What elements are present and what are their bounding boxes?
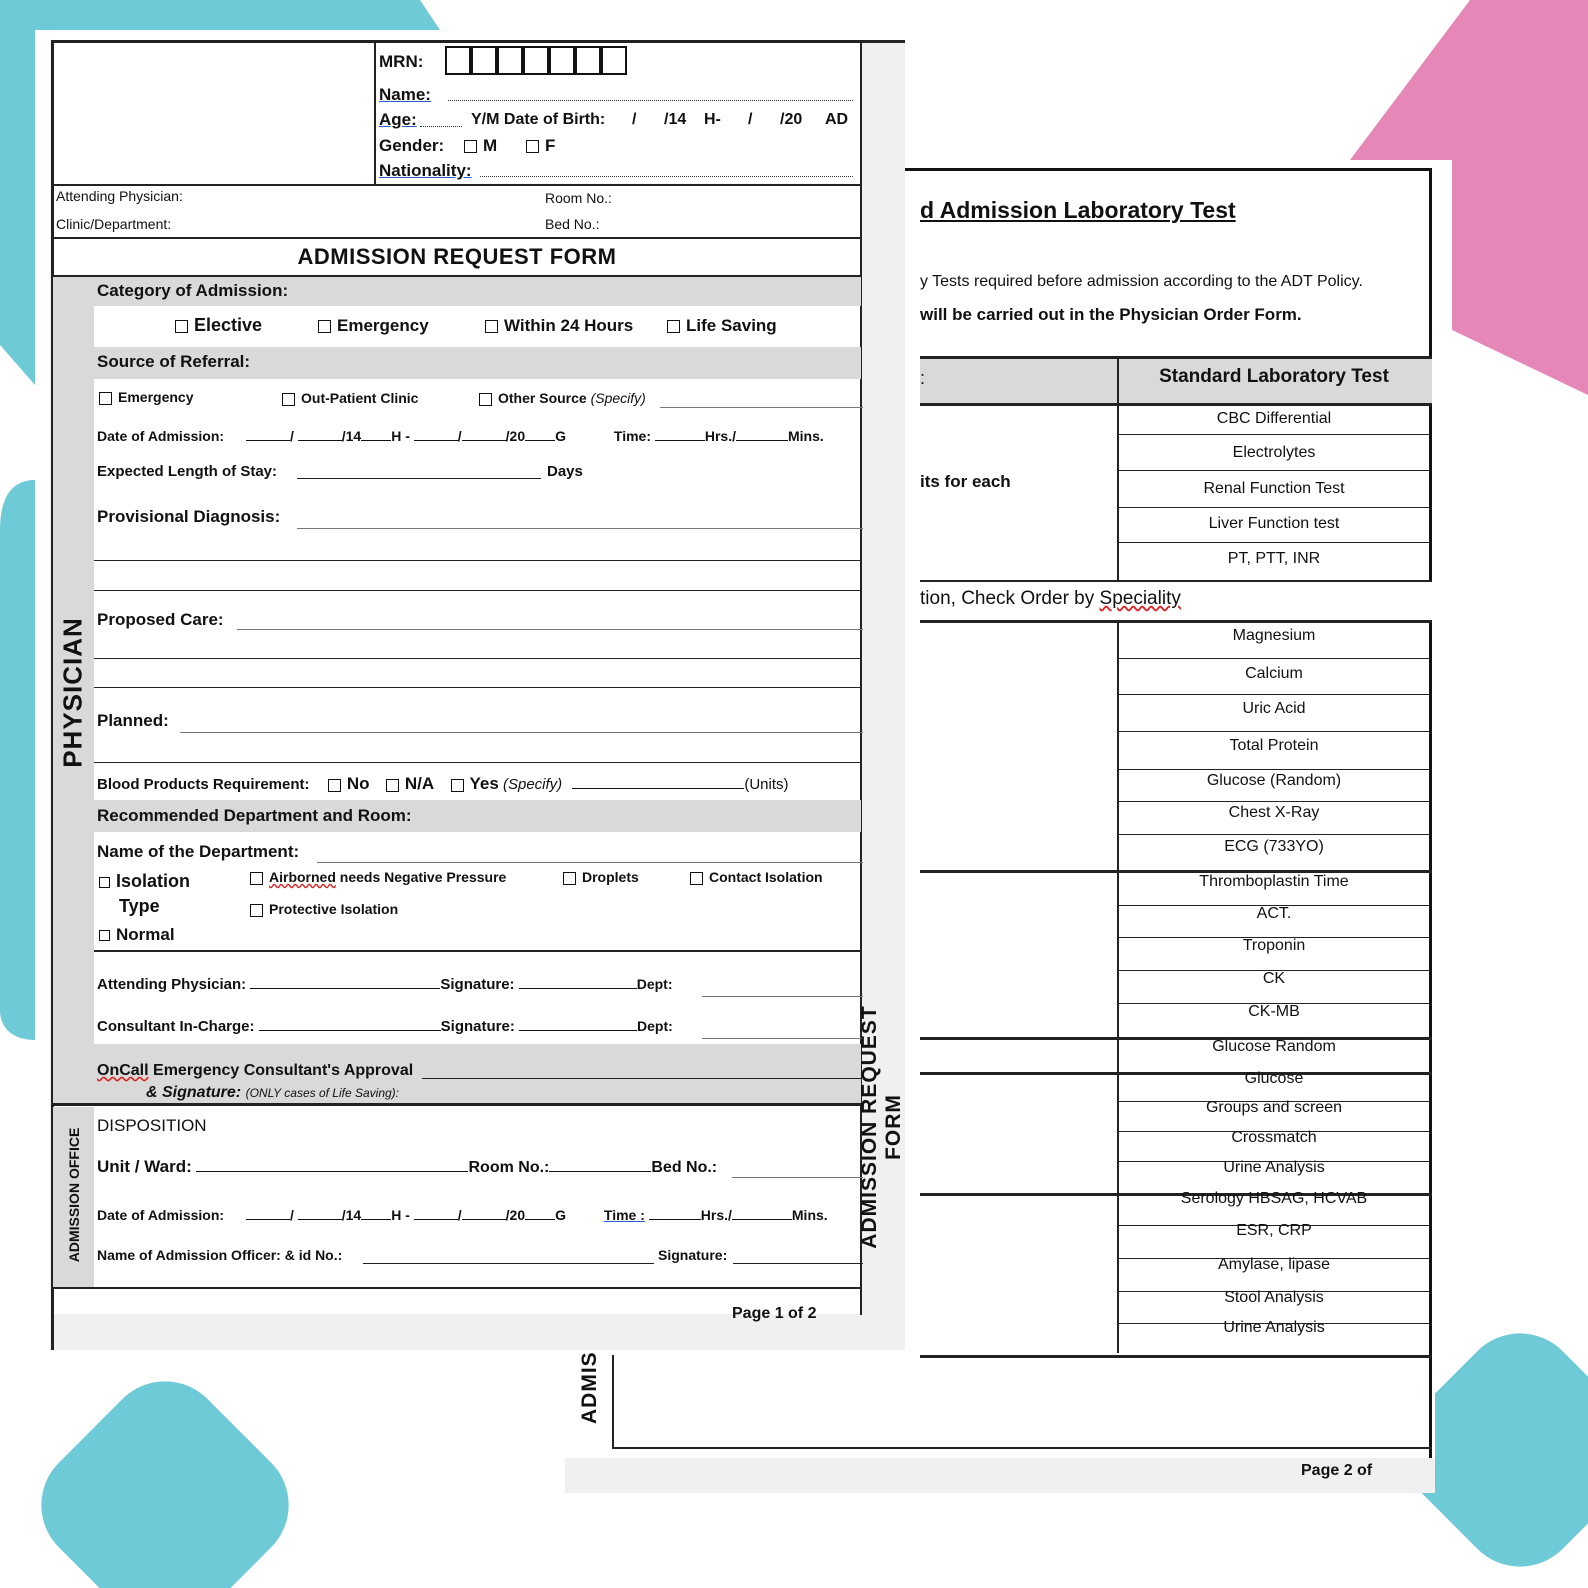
disp-date-20: /20 [505,1207,526,1223]
disp-time-label: Time : [603,1207,645,1223]
lab-test-cell: ESR, CRP [1236,1222,1312,1239]
gender-f-option[interactable] [526,136,555,156]
dob-greg-year: /20 [780,111,803,128]
lab-test-cell: CK-MB [1248,1003,1300,1020]
page2-page-number: Page 2 of [1301,1462,1373,1479]
lab-test-cell: Amylase, lipase [1217,1256,1331,1273]
admission-date-row [97,428,824,444]
within-24-label: Within 24 Hours [504,316,634,335]
oncall-line-1 [97,1062,413,1080]
form-title: ADMISSION REQUEST FORM [297,244,617,269]
unit-ward-label: Unit / Ward: [97,1157,192,1176]
gender-m-label: M [483,136,498,155]
referral-other-field[interactable] [660,407,863,408]
life-saving-checkbox[interactable] [667,320,680,333]
lab-test-cell: Urine Analysis [1223,1159,1325,1176]
dob-h: H- [704,111,721,128]
lab-row-line [1118,542,1430,543]
oncall-signature-label: & Signature: [146,1084,242,1101]
admission-date-label: Date of Admission: [97,428,225,444]
department-name-field[interactable] [317,862,863,863]
disp-date-slash-2: / [457,1207,462,1223]
title-top-line [53,237,861,239]
p1-top-border [52,40,905,43]
lab-test-cell: Electrolytes [1232,444,1316,461]
diagnosis-line-3[interactable] [94,590,861,591]
lab-row-line [1118,658,1430,659]
blood-yes-checkbox[interactable] [451,779,464,792]
length-of-stay-label: Expected Length of Stay: [97,463,278,480]
recommended-heading: Recommended Department and Room: [97,806,412,825]
disposition-date-row [97,1207,828,1223]
life-saving-label: Life Saving [686,316,777,335]
lab-test-cell: Total Protein [1229,737,1319,754]
length-of-stay-unit: Days [547,463,583,480]
lab-test-cell: CBC Differential [1216,410,1332,427]
age-label: Age: [379,110,417,129]
department-name-label: Name of the Department: [97,842,300,861]
referral-other-checkbox[interactable] [479,393,492,406]
mrn-box-4[interactable] [523,46,549,75]
proposed-care-line-2[interactable] [94,658,861,659]
date-h: H - [391,428,410,444]
admission-officer-field[interactable] [363,1263,654,1264]
lab-table-top [920,356,1432,359]
lab-row-line [1118,834,1430,835]
isolation-type-label: Type [119,896,160,916]
category-within-24-hours[interactable] [485,316,633,336]
dob-ad: AD [825,111,849,128]
lab-row-line [1118,769,1430,770]
dob-label: Y/M Date of Birth: [471,111,606,128]
nationality-field[interactable] [480,176,853,177]
page2-title: d Admission Laboratory Test [920,197,1236,223]
mrn-label: MRN: [379,52,424,71]
header-divider [374,40,376,185]
bed-no-label: Bed No.: [545,216,600,232]
referral-emergency[interactable] [99,389,193,405]
admission-officer-signature-label: Signature: [658,1247,728,1263]
oncall-word: OnCall [97,1062,149,1079]
lab-header-bottom [920,403,1432,406]
blood-units-field[interactable] [572,788,744,789]
contact-isolation-option[interactable] [690,869,823,885]
droplets-option[interactable] [563,869,639,885]
planned-field[interactable] [180,732,863,733]
attending-field[interactable] [250,988,440,989]
blood-label: Blood Products Requirement: [97,776,310,793]
speciality-row-bottom [920,620,1432,623]
referral-outpatient-label: Out-Patient Clinic [301,390,419,406]
lab-test-cell: Uric Acid [1242,700,1306,717]
diagnosis-field-line[interactable] [297,528,863,529]
date-slash: / [289,428,294,444]
lab-test-cell: Liver Function test [1208,515,1340,532]
oncall-line-2 [146,1084,399,1102]
page2-bottom-box-bottom [612,1447,1432,1449]
page2-line2: will be carried out in the Physician Order Form. [920,305,1302,324]
clinic-department-label: Clinic/Department: [56,216,172,232]
mrn-box-3[interactable] [497,46,523,75]
lab-row-line [1118,694,1430,695]
mrn-box-7[interactable] [601,46,627,75]
lab-test-cell: Thromboplastin Time [1199,873,1349,890]
lab-header-right: Standard Laboratory Test [1159,366,1389,387]
name-label: Name: [379,85,431,104]
protective-isolation-option[interactable] [250,901,398,917]
consultant-dept-field[interactable] [702,1038,863,1039]
contact-isolation-label: Contact Isolation [709,869,823,885]
disp-mins-label: Mins. [791,1207,828,1223]
normal-option[interactable] [99,925,175,945]
emergency-label: Emergency [337,316,429,335]
lab-test-cell: Renal Function Test [1203,480,1345,497]
lab-test-cell: ACT. [1256,905,1292,922]
blood-units-label: (Units) [744,776,789,793]
mrn-box-2[interactable] [471,46,497,75]
header-bottom-line [53,184,861,186]
oncall-field[interactable] [422,1078,861,1079]
attending-signature-label: Signature: [440,976,515,993]
gender-f-checkbox[interactable] [526,140,539,153]
blood-na-checkbox[interactable] [386,779,399,792]
protective-isolation-label: Protective Isolation [269,901,399,917]
elective-checkbox[interactable] [175,320,188,333]
oncall-rest: Emergency Consultant's Approval [153,1062,414,1079]
consultant-dept-label: Dept: [637,1018,673,1034]
nationality-label: Nationality: [379,161,472,180]
unit-ward-row [97,1157,717,1177]
planned-line-2[interactable] [94,762,861,763]
within-24-checkbox[interactable] [485,320,498,333]
airborne-rest: needs Negative Pressure [339,869,507,885]
dob-hijri-year: /14 [664,111,687,128]
speciality-word: Speciality [1099,588,1181,609]
date-g: G [555,428,566,444]
physician-side-label: PHYSICIAN [57,617,88,768]
hrs-label: Hrs./ [704,428,736,444]
category-elective[interactable] [175,315,262,336]
planned-label: Planned: [97,711,169,730]
isolation-label: Isolation [116,871,191,891]
lab-row-line [1118,731,1430,732]
referral-other[interactable] [479,390,646,406]
blood-specify: (Specify) [502,776,563,793]
proposed-care-field[interactable] [237,629,863,630]
lab-row-line [1118,470,1430,471]
referral-specify: (Specify) [590,390,646,406]
proposed-care-label: Proposed Care: [97,610,224,629]
page2-side-label: ADMIS [578,1351,601,1424]
mrn-box-5[interactable] [549,46,575,75]
lab-test-cell: PT, PTT, INR [1227,550,1321,567]
referral-outpatient[interactable] [282,390,418,406]
lab-test-cell: Calcium [1245,665,1303,682]
disp-date-g: G [555,1207,566,1223]
lab-test-cell: Glucose [1244,1070,1304,1087]
isolation-option[interactable] [99,871,190,892]
speciality-prefix: tion, Check Order by [920,588,1095,609]
lab-test-cell: Groups and screen [1205,1099,1343,1116]
right-vertical-title: ADMISSION REQUEST FORM [858,1005,905,1249]
gender-label: Gender: [379,136,445,155]
gender-m-checkbox[interactable] [464,140,477,153]
attending-signature-field[interactable] [519,988,637,989]
disposition-room-label: Room No.: [468,1159,550,1176]
disposition-bed-field[interactable] [732,1177,863,1178]
name-field[interactable] [448,100,853,101]
page1-page-number: Page 1 of 2 [732,1305,817,1322]
lab-test-cell: Magnesium [1232,627,1316,644]
consultant-sign-row [97,1018,673,1035]
mrn-box-1[interactable] [445,46,471,75]
admission-office-bottom [53,1287,861,1289]
lab-table-bottom [920,1355,1432,1358]
teal-shape-left-middle [0,480,35,1040]
protective-isolation-checkbox[interactable] [250,904,263,917]
dob-slash-1: / [632,111,637,128]
emergency-checkbox[interactable] [318,320,331,333]
date-20: /20 [505,428,526,444]
disposition-heading: DISPOSITION [97,1116,207,1135]
blood-yes-label: Yes [469,774,499,793]
referral-other-label: Other Source [498,390,587,406]
category-heading: Category of Admission: [97,281,289,300]
referral-outpatient-checkbox[interactable] [282,393,295,406]
airborne-option[interactable] [250,869,506,885]
lab-header-left: : [920,368,926,388]
room-no-label: Room No.: [545,190,612,206]
isolation-checkbox[interactable] [99,877,110,888]
disposition-date-label: Date of Admission: [97,1207,225,1223]
referral-heading: Source of Referral: [97,352,251,371]
lab-test-cell: Troponin [1242,937,1306,954]
provisional-diagnosis-label: Provisional Diagnosis: [97,507,281,526]
disp-date-h: H - [391,1207,410,1223]
referral-emergency-label: Emergency [118,389,194,405]
lab-left-each: its for each [920,472,1011,491]
blood-na-label: N/A [404,774,435,793]
disposition-bed-label: Bed No.: [651,1159,718,1176]
lab-test-cell: CK [1262,970,1286,987]
lab-test-cell: Urine Analysis [1223,1319,1325,1336]
consultant-signature-label: Signature: [440,1018,515,1035]
speciality-row-text [920,588,1181,610]
page2-bottom-box-left [612,1355,614,1447]
lab-test-cell: Crossmatch [1231,1129,1317,1146]
droplets-checkbox[interactable] [563,872,576,885]
proposed-care-line-3[interactable] [94,687,861,688]
contact-isolation-checkbox[interactable] [690,872,703,885]
category-life-saving[interactable] [667,316,777,336]
consultant-label: Consultant In-Charge: [97,1018,255,1035]
dob-slash-2: / [748,111,753,128]
date-slash-2: / [457,428,462,444]
diagnosis-line-2[interactable] [94,560,861,561]
consultant-signature-field[interactable] [519,1030,637,1031]
attending-dept-label: Dept: [636,976,673,992]
blood-no-label: No [346,774,370,793]
page2-line1: y Tests required before admission according to the ADT Policy. [920,273,1363,290]
teal-diamond-bottom-left [17,1357,314,1588]
oncall-note: (ONLY cases of Life Saving): [245,1086,399,1100]
consultant-field[interactable] [259,1030,441,1031]
droplets-label: Droplets [582,869,639,885]
disp-date-slash: / [289,1207,294,1223]
normal-checkbox[interactable] [99,930,110,941]
attending-physician-label: Attending Physician: [56,188,183,204]
disp-date-14: /14 [341,1207,362,1223]
lab-test-cell: Stool Analysis [1224,1289,1324,1306]
oncall-bottom-line [53,1103,861,1106]
elective-label: Elective [194,315,263,335]
admission-officer-signature-field[interactable] [733,1263,863,1264]
attending-label: Attending Physician: [97,976,247,993]
date-14: /14 [341,428,362,444]
recommended-bottom-line [94,950,861,952]
airborne-word: Airborned [269,869,336,885]
airborne-checkbox[interactable] [250,872,263,885]
lab-row-line [1118,801,1430,802]
lab-row-line [1118,507,1430,508]
attending-dept-field[interactable] [702,996,863,997]
admission-officer-label: Name of Admission Officer: & id No.: [97,1247,343,1263]
lab-test-cell: ECG (733YO) [1224,838,1324,855]
disposition-room-field[interactable] [549,1171,651,1172]
admission-office-side-label: ADMISSION OFFICE [66,1127,82,1263]
lab-row-line [1118,434,1430,435]
attending-sign-row [97,976,673,993]
blood-products-row [97,774,789,794]
disp-hrs-label: Hrs./ [700,1207,732,1223]
mrn-box-6[interactable] [575,46,601,75]
lab-test-cell: Chest X-Ray [1228,804,1320,821]
category-emergency[interactable] [318,316,429,336]
lab-test-cell: Glucose Random [1212,1038,1336,1055]
gender-m-option[interactable] [464,136,497,156]
unit-ward-field[interactable] [196,1171,468,1172]
length-of-stay-field[interactable] [297,478,541,479]
referral-emergency-checkbox[interactable] [99,392,112,405]
lab-test-cell: Glucose (Random) [1206,772,1342,789]
mins-label: Mins. [788,428,824,444]
gender-f-label: F [545,136,556,155]
lab-test-cell: Serology HBSAG, HCVAB [1180,1190,1368,1207]
age-field[interactable] [420,126,462,127]
blood-no-checkbox[interactable] [328,779,341,792]
normal-label: Normal [116,925,175,944]
time-label: Time: [613,428,651,444]
